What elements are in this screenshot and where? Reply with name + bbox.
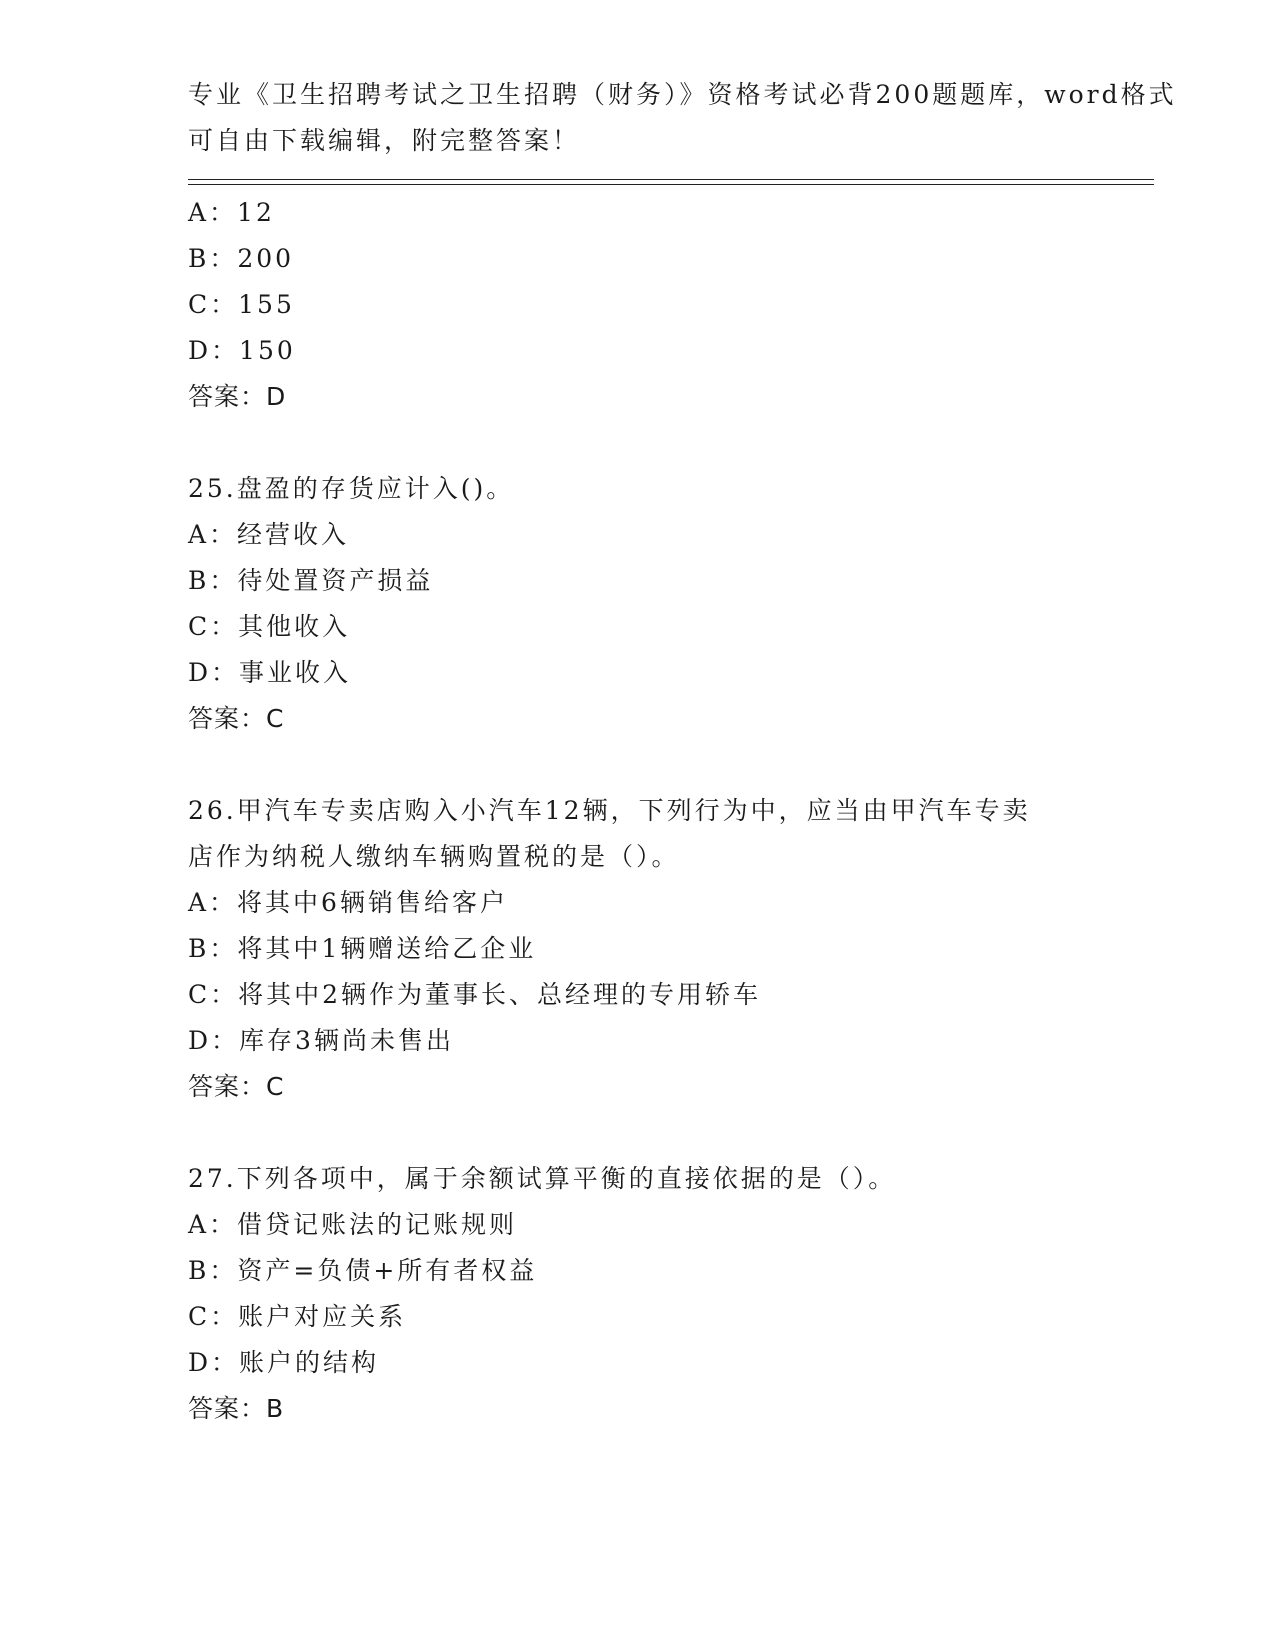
header-divider-top <box>188 179 1154 180</box>
answer: 答案：C <box>188 704 285 733</box>
option-a: A：经营收入 <box>188 520 350 549</box>
option-d: D：账户的结构 <box>188 1348 380 1377</box>
question-stem-line-1: 26.甲汽车专卖店购入小汽车12辆，下列行为中，应当由甲汽车专卖 <box>188 796 1031 825</box>
option-c: C：账户对应关系 <box>188 1302 407 1331</box>
option-d: D：事业收入 <box>188 658 352 687</box>
answer: 答案：B <box>188 1394 285 1423</box>
option-b: B：待处置资产损益 <box>188 566 434 595</box>
option-c: C：155 <box>188 290 295 319</box>
question-stem: 25.盘盈的存货应计入()。 <box>188 474 515 503</box>
option-d: D：150 <box>188 336 296 365</box>
option-d: D：库存3辆尚未售出 <box>188 1026 454 1055</box>
question-27 <box>188 1156 1088 1432</box>
question-25 <box>188 466 1088 742</box>
question-stem-line-2: 店作为纳税人缴纳车辆购置税的是（）。 <box>188 842 680 871</box>
question-stem: 27.下列各项中，属于余额试算平衡的直接依据的是（）。 <box>188 1164 897 1193</box>
option-a: A：借贷记账法的记账规则 <box>188 1210 518 1239</box>
option-b: B：200 <box>188 244 295 273</box>
header-divider-bottom <box>188 184 1154 185</box>
header-line-2: 可自由下载编辑，附完整答案！ <box>188 126 581 155</box>
option-a: A：12 <box>188 198 275 227</box>
answer: 答案：D <box>188 382 287 411</box>
option-c: C：其他收入 <box>188 612 351 641</box>
document-header <box>188 72 1177 164</box>
header-line-1: 专业《卫生招聘考试之卫生招聘（财务）》资格考试必背200题题库，word格式 <box>188 80 1177 109</box>
question-list <box>188 190 1088 1432</box>
option-b: B：资产=负债+所有者权益 <box>188 1256 538 1285</box>
option-c: C：将其中2辆作为董事长、总经理的专用轿车 <box>188 980 762 1009</box>
question-26 <box>188 788 1088 1110</box>
answer: 答案：C <box>188 1072 285 1101</box>
question-24 <box>188 190 1088 420</box>
option-a: A：将其中6辆销售给客户 <box>188 888 508 917</box>
option-b: B：将其中1辆赠送给乙企业 <box>188 934 537 963</box>
